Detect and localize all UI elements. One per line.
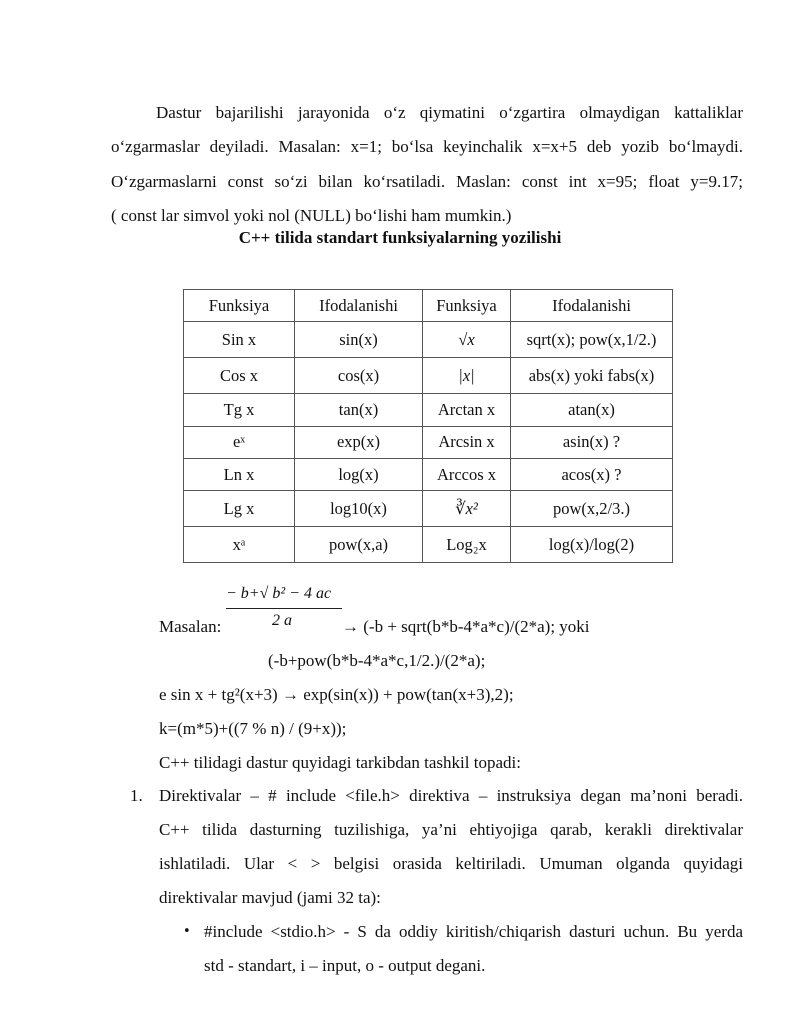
example-line: (-b+pow(b*b-4*a*c,1/2.)/(2*a); [268, 651, 486, 670]
table-cell: sqrt(x); pow(x,1/2.) [511, 322, 673, 358]
table-cell: Log₂x [423, 527, 511, 563]
list-number: 1. [130, 786, 143, 805]
bullet-line: #include <stdio.h> - S da oddiy kiritish/chiqarish dasturi uchun. Bu yerda [204, 922, 743, 941]
intro-line: o‘zgarmaslar deyiladi. Masalan: x=1; bo‘lsa keyinchalik x=x+5 deb yozib bo‘lmaydi. [111, 137, 743, 157]
table-cell: tan(x) [295, 394, 423, 426]
table-row [184, 394, 673, 426]
example-label: Masalan: [159, 617, 222, 636]
example-line: C++ tilidagi dastur quyidagi tarkibdan tashkil topadi: [159, 753, 521, 772]
table-cell: log(x)/log(2) [511, 527, 673, 563]
formula-numerator: − b+√ b² − 4 ac [226, 585, 332, 602]
table-row [184, 458, 673, 490]
table-cell: Lg x [184, 491, 295, 527]
table-cell: pow(x,a) [295, 527, 423, 563]
list-item-line: direktivalar mavjud (jami 32 ta): [159, 888, 381, 907]
bullet-line: std - standart, i – input, o - output degani. [204, 956, 486, 975]
table-header-row [184, 290, 673, 322]
table-cell: Arctan x [423, 394, 511, 426]
example-line: e sin x + tg²(x+3) → exp(sin(x)) + pow(tan(x+3),2); [159, 685, 514, 704]
table-cell: exp(x) [295, 426, 423, 458]
functions-table [183, 289, 673, 563]
table-cell: Sin x [184, 322, 295, 358]
list-item-line: C++ tilida dasturning tuzilishiga, ya’ni ehtiyojiga qarab, kerakli direktivalar [159, 820, 743, 839]
table-cell: sin(x) [295, 322, 423, 358]
bullet-icon: • [183, 924, 191, 939]
table-cell: xᵃ [184, 527, 295, 563]
formula-denominator: 2 a [272, 612, 292, 629]
table-cell: log10(x) [295, 491, 423, 527]
table-row [184, 322, 673, 358]
table-row [184, 358, 673, 394]
table-cell: Arcsin x [423, 426, 511, 458]
table-header-cell: Ifodalanishi [511, 290, 673, 322]
table-cell: Tg x [184, 394, 295, 426]
table-cell: √x [423, 322, 511, 358]
list-item-line: ishlatiladi. Ular < > belgisi orasida keltiriladi. Umuman olganda quyidagi [159, 854, 743, 873]
intro-line: O‘zgarmaslarni const so‘zi bilan ko‘rsatiladi. Maslan: const int x=95; float y=9.17; [111, 171, 743, 191]
table-cell: Ln x [184, 458, 295, 490]
table-cell: Cos x [184, 358, 295, 394]
intro-line: ( const lar simvol yoki nol (NULL) bo‘lishi ham mumkin.) [111, 205, 512, 225]
table-row [184, 527, 673, 563]
intro-paragraph [111, 96, 743, 233]
example-line: → (-b + sqrt(b*b-4*a*c)/(2*a); yoki [342, 617, 590, 636]
table-cell: log(x) [295, 458, 423, 490]
table-header-cell: Ifodalanishi [295, 290, 423, 322]
table-row [184, 426, 673, 458]
table-cell: acos(x) ? [511, 458, 673, 490]
section-heading: C++ tilida standart funksiyalarning yozilishi [238, 228, 562, 247]
fraction-bar [226, 608, 342, 609]
example-line: k=(m*5)+((7 % n) / (9+x)); [159, 719, 347, 738]
table-cell: eˣ [184, 426, 295, 458]
table-cell: abs(x) yoki fabs(x) [511, 358, 673, 394]
table-cell: cos(x) [295, 358, 423, 394]
list-item-line: Direktivalar – # include <file.h> direktiva – instruksiya degan ma’noni beradi. [159, 786, 743, 805]
table-row [184, 491, 673, 527]
table-cell: |x| [423, 358, 511, 394]
table-cell: ∛x² [423, 491, 511, 527]
table-cell: atan(x) [511, 394, 673, 426]
table-cell: Arccos x [423, 458, 511, 490]
table-header-cell: Funksiya [184, 290, 295, 322]
table-cell: asin(x) ? [511, 426, 673, 458]
table-cell: pow(x,2/3.) [511, 491, 673, 527]
intro-line: Dastur bajarilishi jarayonida o‘z qiymatini o‘zgartira olmaydigan kattaliklar [156, 103, 743, 122]
table-header-cell: Funksiya [423, 290, 511, 322]
